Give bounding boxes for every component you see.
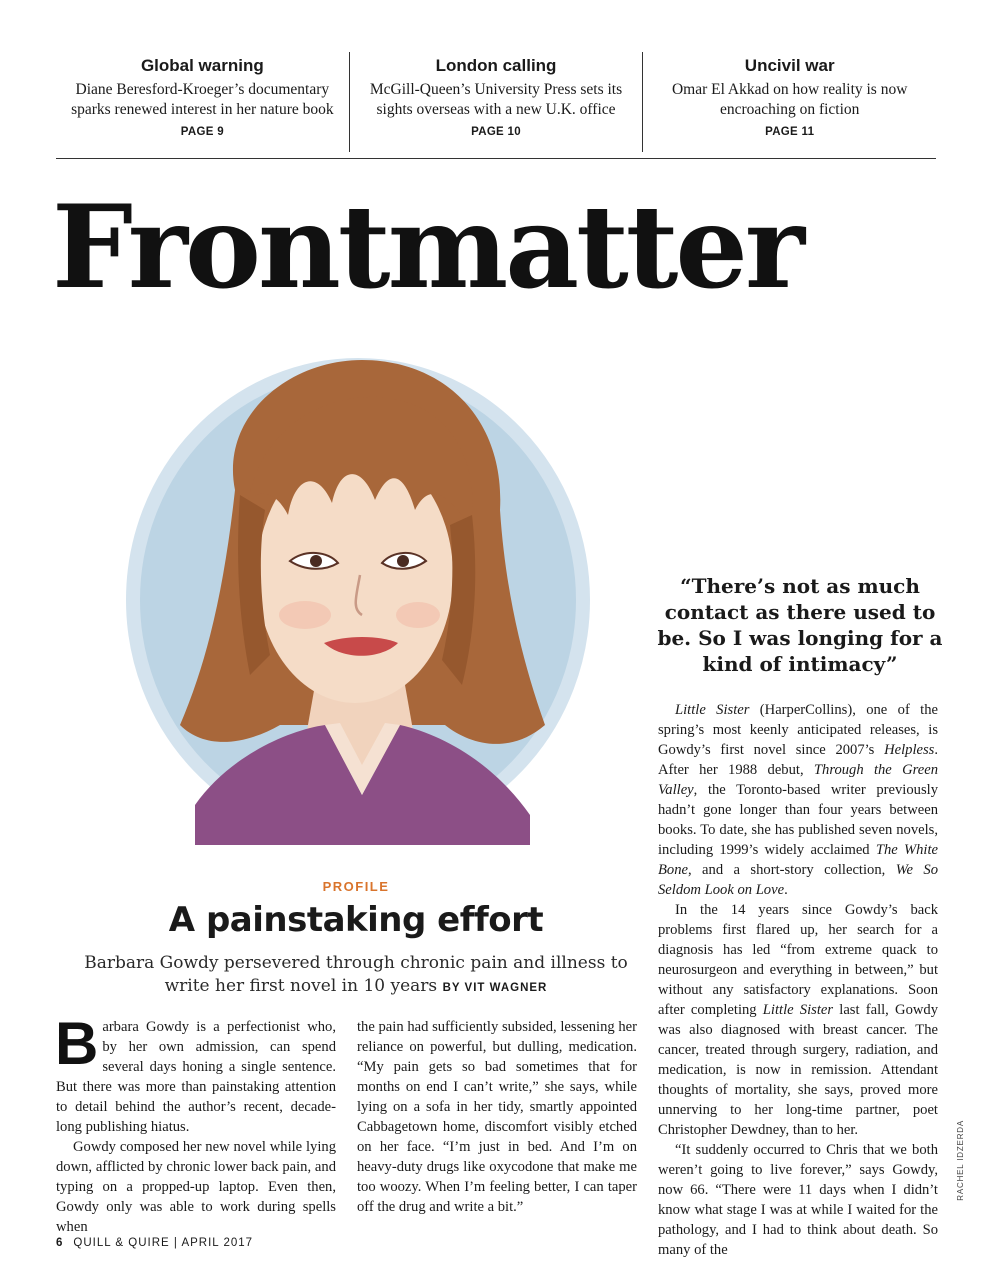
article-dek [76, 952, 636, 1000]
article-column-1 [55, 1010, 336, 1237]
section-kicker: PROFILE [322, 879, 390, 894]
book-title: Little Sister [762, 1002, 834, 1018]
paragraph-text: last fall, Gowdy was also diagnosed with breast cancer. The cancer, treated through surgery, radiation, and medication, is now in remission. Attendant thoughts of mortality, she says, proved more unnerving to her long-time partner, poet Christopher Dewdney, than to her. [658, 1002, 939, 1138]
book-title: Through the Green Valley [658, 762, 939, 798]
author-portrait-illustration [100, 325, 620, 845]
paragraph: the pain had sufficiently subsided, lessening her reliance on powerful, but dulling, medication. “My pain gets so bad sometimes that for months on end I can’t write,” she says, while lying on a sofa in her tidy, smartly appointed Cabbagetown home, discomfort visibly etched on her face. “I’m just in bed. And I’m on heavy-duty drugs like oxycodone that make me too woozy. When I’m feeling better, I can taper off the drug and write a bit.” [357, 1019, 637, 1215]
article-headline: A painstaking effort [168, 900, 544, 940]
teaser-bar [56, 52, 936, 152]
teaser-description: Diane Beresford-Kroeger’s documentary sparks renewed interest in her nature book [71, 81, 334, 118]
paragraph-text: In the 14 years since Gowdy’s back problems first flared up, her search for a diagnosis has led “from extreme quack to neurosurgeon and everything in between,” but without any satisfactory explanations. Soon after completing [658, 902, 938, 1018]
teaser-title: Uncivil war [744, 56, 835, 75]
paragraph [658, 700, 938, 900]
dek-text: Barbara Gowdy persevered through chronic pain and illness to write her first novel in 10 years [84, 953, 628, 996]
publication-info: QUILL & QUIRE | APRIL 2017 [73, 1237, 254, 1249]
teaser-title: London calling [435, 56, 557, 75]
book-title: Helpless [884, 742, 935, 758]
teaser-london-calling[interactable] [349, 52, 643, 152]
teaser-page-ref: PAGE 10 [471, 126, 521, 138]
paragraph-text: (HarperCollins), one of the spring’s most keenly anticipated releases, is Gowdy’s first novel since 2007’s [658, 702, 938, 758]
paragraph-text: . After her 1988 debut, [658, 742, 938, 778]
teaser-global-warning[interactable] [56, 52, 349, 152]
header-divider [56, 158, 936, 159]
teaser-description: McGill-Queen’s University Press sets its sights overseas with a new U.K. office [369, 81, 623, 118]
byline: BY VIT WAGNER [442, 982, 548, 994]
book-title: The White Bone [658, 842, 938, 878]
teaser-page-ref: PAGE 11 [765, 126, 815, 138]
section-masthead: Frontmatter [52, 180, 802, 314]
teaser-description: Omar El Akkad on how reality is now encroaching on fiction [671, 81, 908, 118]
drop-cap: B [55, 1010, 99, 1077]
paragraph-text: , and a short-story collection, [688, 862, 896, 878]
photo-credit: RACHEL IDZERDA [956, 1120, 965, 1201]
paragraph: Gowdy composed her new novel while lying down, afflicted by chronic lower back pain, and typing on a propped-up laptop. Even then, Gowdy only was able to work during spells when [56, 1139, 336, 1235]
paragraph-text: arbara Gowdy is a perfectionist who, by her own admission, can spend several days honing a single sentence. But there was more than painstaking attention to detail behind the author’s recent, decade-long publishing hiatus. [56, 1019, 336, 1135]
book-title: Little Sister [675, 702, 750, 718]
teaser-page-ref: PAGE 9 [180, 126, 224, 138]
page-footer [56, 1237, 253, 1249]
book-title: We So Seldom Look on Love [658, 862, 938, 898]
paragraph-text: . [784, 882, 788, 898]
article-column-3 [658, 700, 938, 1260]
page-number: 6 [56, 1237, 64, 1249]
paragraph: “It suddenly occurred to Chris that we both weren’t going to live forever,” says Gowdy, now 66. “There were 11 days when I didn’t know what stage I was at while I waited for the pathology, and I had to think about death. So many of the [658, 1142, 938, 1258]
teaser-title: Global warning [140, 56, 264, 75]
teaser-uncivil-war[interactable] [642, 52, 936, 152]
article-column-2 [357, 1017, 637, 1217]
paragraph-text: , the Toronto-based writer previously hadn’t gone longer than four years between books. To date, she has published seven novels, including 1999’s widely acclaimed [658, 782, 938, 858]
paragraph [658, 900, 938, 1140]
pull-quote: “There’s not as much contact as there used to be. So I was longing for a kind of intimacy” [657, 574, 943, 676]
paragraph [55, 1010, 336, 1137]
